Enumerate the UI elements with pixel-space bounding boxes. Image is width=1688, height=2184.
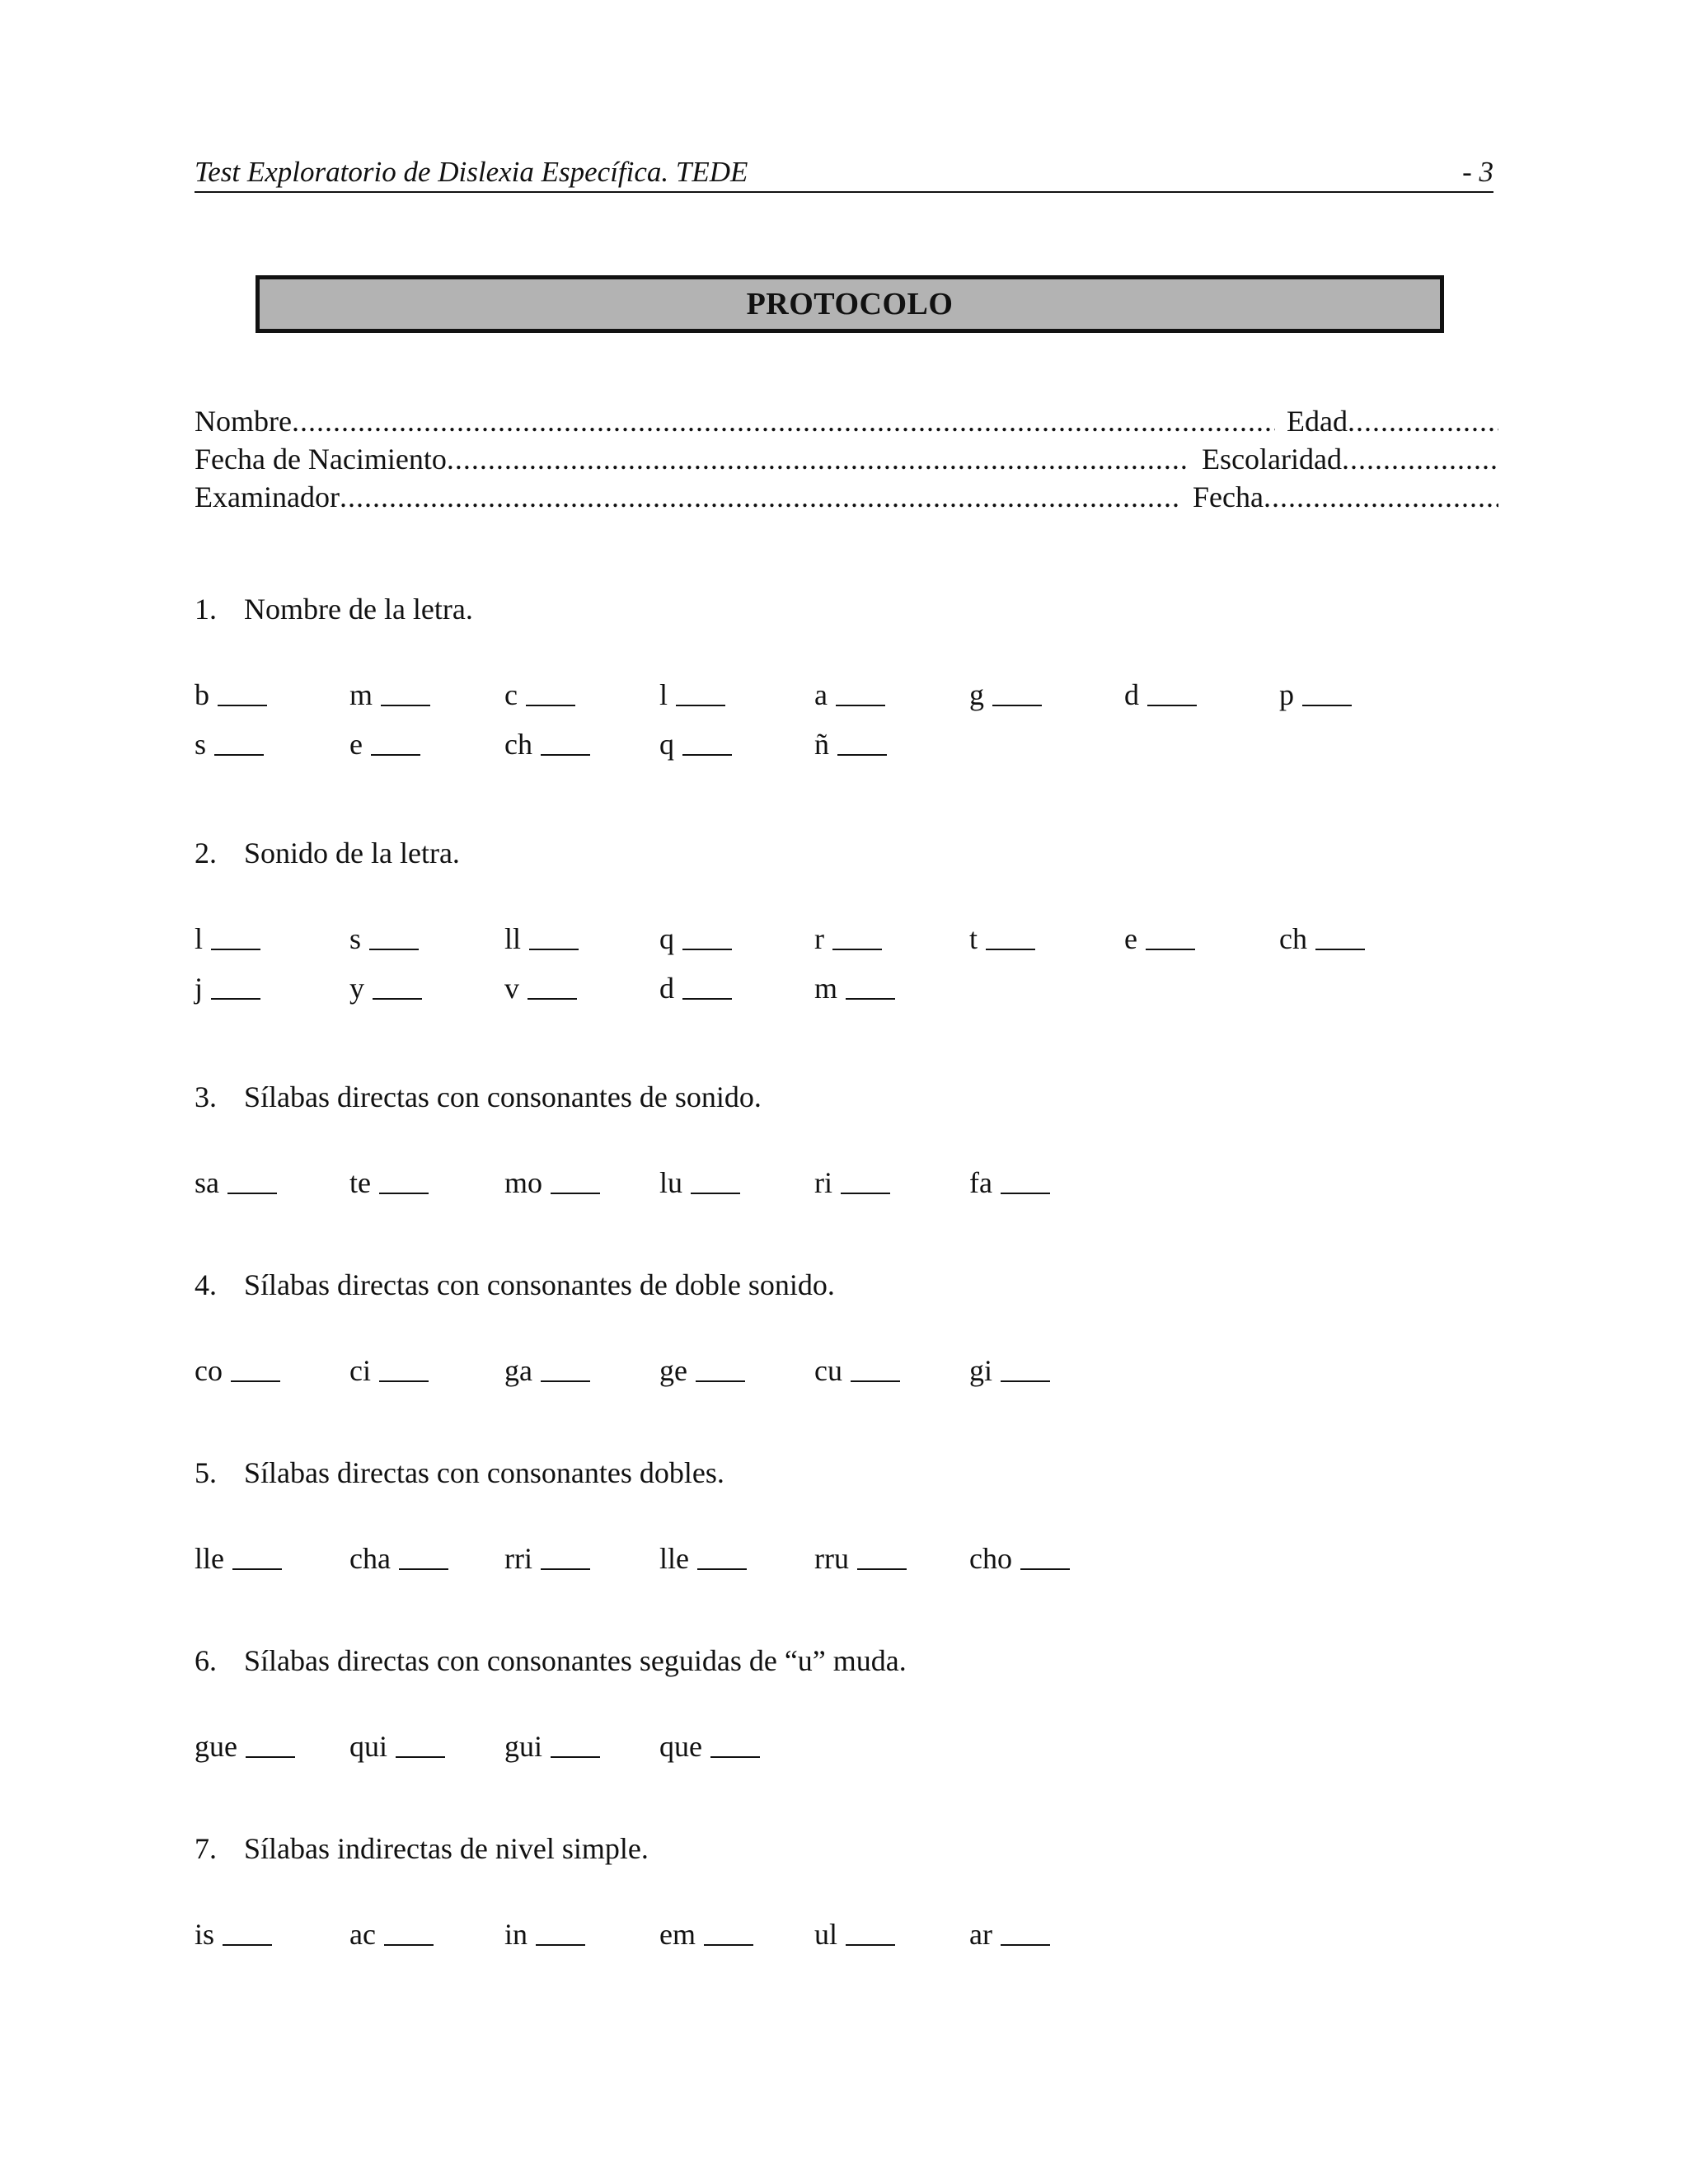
- answer-blank[interactable]: [837, 754, 887, 756]
- examinador-label: Examinador: [195, 480, 340, 513]
- stimulus-text: s: [349, 922, 362, 955]
- stimulus-text: sa: [195, 1166, 219, 1199]
- stimulus-item: [814, 969, 895, 1007]
- answer-blank[interactable]: [528, 998, 577, 1000]
- stimulus-text: g: [969, 678, 984, 711]
- answer-blank[interactable]: [1147, 705, 1197, 706]
- section-number: 1.: [195, 593, 217, 626]
- stimulus-item: [659, 725, 732, 763]
- answer-blank[interactable]: [841, 1193, 890, 1194]
- answer-blank[interactable]: [696, 1380, 745, 1382]
- stimulus-item: [504, 1352, 590, 1390]
- stimulus-item: [659, 1164, 740, 1202]
- stimulus-text: v: [504, 972, 519, 1005]
- stimulus-item: [814, 1352, 900, 1390]
- stimulus-item: [814, 920, 882, 958]
- stimulus-text: p: [1279, 678, 1294, 711]
- section-number: 6.: [195, 1644, 217, 1677]
- section-5-row-1: [195, 1540, 1431, 1577]
- stimulus-text: cu: [814, 1354, 842, 1387]
- answer-blank[interactable]: [1001, 1380, 1050, 1382]
- answer-blank[interactable]: [682, 998, 732, 1000]
- stimulus-text: te: [349, 1166, 371, 1199]
- answer-blank[interactable]: [214, 754, 264, 756]
- section-title-text: Sonido de la letra.: [244, 837, 460, 869]
- stimulus-text: em: [659, 1918, 696, 1951]
- stimulus-text: gue: [195, 1730, 237, 1763]
- answer-blank[interactable]: [691, 1193, 740, 1194]
- stimulus-item: [349, 1352, 429, 1390]
- stimulus-item: [504, 920, 579, 958]
- section-number: 7.: [195, 1832, 217, 1865]
- answer-blank[interactable]: [1001, 1193, 1050, 1194]
- stimulus-text: ac: [349, 1918, 376, 1951]
- answer-blank[interactable]: [676, 705, 725, 706]
- stimulus-text: t: [969, 922, 978, 955]
- answer-blank[interactable]: [1302, 705, 1352, 706]
- answer-blank[interactable]: [832, 949, 882, 950]
- stimulus-item: [1279, 676, 1352, 714]
- stimulus-item: [195, 725, 264, 763]
- stimulus-text: lle: [659, 1542, 689, 1575]
- answer-blank[interactable]: [373, 998, 422, 1000]
- stimulus-text: e: [1124, 922, 1137, 955]
- running-header: [195, 153, 1493, 193]
- answer-blank[interactable]: [526, 705, 575, 706]
- stimulus-text: a: [814, 678, 828, 711]
- stimulus-item: [504, 1540, 590, 1577]
- stimulus-text: q: [659, 922, 674, 955]
- stimulus-text: is: [195, 1918, 215, 1951]
- section-title-text: Sílabas directas con consonantes de doble sonido.: [244, 1268, 835, 1301]
- stimulus-item: [659, 969, 732, 1007]
- edad-field[interactable]: [1348, 402, 1498, 440]
- section-2-row-1: [195, 920, 1431, 958]
- stimulus-text: l: [659, 678, 668, 711]
- section-6-row-1: [195, 1727, 1431, 1765]
- answer-blank[interactable]: [992, 705, 1042, 706]
- stimulus-item: [504, 1727, 600, 1765]
- stimulus-item: [349, 725, 420, 763]
- stimulus-text: fa: [969, 1166, 992, 1199]
- stimulus-item: [195, 1727, 295, 1765]
- answer-blank[interactable]: [851, 1380, 900, 1382]
- section-title-text: Sílabas directas con consonantes dobles.: [244, 1456, 724, 1489]
- stimulus-text: m: [814, 972, 838, 1005]
- answer-blank[interactable]: [218, 705, 267, 706]
- stimulus-item: [349, 1540, 448, 1577]
- stimulus-item: [349, 1915, 434, 1953]
- stimulus-text: co: [195, 1354, 223, 1387]
- answer-blank[interactable]: [211, 998, 260, 1000]
- section-number: 2.: [195, 837, 217, 869]
- section-3-row-1: [195, 1164, 1431, 1202]
- info-line-examinador: [195, 478, 1498, 516]
- stimulus-item: [969, 1540, 1070, 1577]
- stimulus-text: c: [504, 678, 518, 711]
- stimulus-item: [195, 1164, 277, 1202]
- stimulus-item: [349, 676, 430, 714]
- answer-blank[interactable]: [371, 754, 420, 756]
- stimulus-text: cho: [969, 1542, 1012, 1575]
- stimulus-item: [504, 969, 577, 1007]
- section-title-text: Sílabas directas con consonantes de sonido.: [244, 1080, 762, 1113]
- answer-blank[interactable]: [1146, 949, 1195, 950]
- stimulus-text: s: [195, 728, 207, 761]
- section-number: 3.: [195, 1080, 217, 1113]
- stimulus-item: [814, 1164, 890, 1202]
- stimulus-item: [659, 1727, 760, 1765]
- stimulus-text: que: [659, 1730, 702, 1763]
- escolaridad-field[interactable]: [1342, 440, 1498, 478]
- stimulus-item: [969, 920, 1035, 958]
- stimulus-item: [969, 1915, 1050, 1953]
- stimulus-text: b: [195, 678, 209, 711]
- stimulus-text: rri: [504, 1542, 532, 1575]
- answer-blank[interactable]: [541, 1568, 590, 1570]
- answer-blank[interactable]: [529, 949, 579, 950]
- answer-blank[interactable]: [682, 754, 732, 756]
- edad-label: Edad: [1287, 405, 1348, 438]
- stimulus-item: [969, 676, 1042, 714]
- stimulus-item: [195, 1540, 282, 1577]
- answer-blank[interactable]: [232, 1568, 282, 1570]
- stimulus-item: [349, 920, 419, 958]
- stimulus-item: [349, 1164, 429, 1202]
- stimulus-text: gui: [504, 1730, 543, 1763]
- fecha-label: Fecha: [1193, 480, 1264, 513]
- stimulus-text: m: [349, 678, 373, 711]
- answer-blank[interactable]: [399, 1568, 448, 1570]
- fecha-field[interactable]: [1264, 478, 1498, 516]
- stimulus-text: ch: [1279, 922, 1307, 955]
- section-title-text: Sílabas indirectas de nivel simple.: [244, 1832, 649, 1865]
- answer-blank[interactable]: [1020, 1568, 1070, 1570]
- answer-blank[interactable]: [846, 1944, 895, 1946]
- section-3-title: [195, 1078, 762, 1116]
- stimulus-text: lu: [659, 1166, 683, 1199]
- answer-blank[interactable]: [1001, 1944, 1050, 1946]
- header-title: Test Exploratorio de Dislexia Específica. TEDE: [195, 156, 748, 188]
- nombre-label: Nombre: [195, 405, 292, 438]
- stimulus-text: r: [814, 922, 824, 955]
- stimulus-item: [814, 676, 885, 714]
- answer-blank[interactable]: [379, 1193, 429, 1194]
- stimulus-item: [504, 725, 590, 763]
- section-4-row-1: [195, 1352, 1431, 1390]
- stimulus-item: [969, 1352, 1050, 1390]
- stimulus-text: ul: [814, 1918, 838, 1951]
- section-1-row-2: [195, 725, 1431, 763]
- stimulus-text: gi: [969, 1354, 993, 1387]
- answer-blank[interactable]: [551, 1756, 600, 1758]
- answer-blank[interactable]: [541, 1380, 590, 1382]
- header-page-number: - 3: [1462, 156, 1493, 188]
- info-line-nombre: [195, 402, 1498, 440]
- examinador-field[interactable]: [340, 478, 1181, 516]
- stimulus-text: ch: [504, 728, 532, 761]
- answer-blank[interactable]: [381, 705, 430, 706]
- section-7-title: [195, 1830, 649, 1868]
- stimulus-item: [504, 1915, 585, 1953]
- stimulus-text: ci: [349, 1354, 371, 1387]
- answer-blank[interactable]: [246, 1756, 295, 1758]
- answer-blank[interactable]: [384, 1944, 434, 1946]
- answer-blank[interactable]: [379, 1380, 429, 1382]
- section-title-text: Sílabas directas con consonantes seguidas de “u” muda.: [244, 1644, 907, 1677]
- answer-blank[interactable]: [211, 949, 260, 950]
- nombre-field[interactable]: [292, 402, 1275, 440]
- stimulus-text: qui: [349, 1730, 388, 1763]
- section-1-title: [195, 590, 473, 628]
- section-title-text: Nombre de la letra.: [244, 593, 473, 626]
- section-2-title: [195, 834, 460, 872]
- stimulus-text: y: [349, 972, 364, 1005]
- stimulus-text: cha: [349, 1542, 391, 1575]
- stimulus-text: ñ: [814, 728, 829, 761]
- answer-blank[interactable]: [836, 705, 885, 706]
- section-5-title: [195, 1454, 724, 1492]
- stimulus-text: mo: [504, 1166, 543, 1199]
- stimulus-text: l: [195, 922, 204, 955]
- fecha-nacimiento-label: Fecha de Nacimiento: [195, 443, 447, 476]
- stimulus-item: [814, 1540, 907, 1577]
- fecha-nacimiento-field[interactable]: [447, 440, 1190, 478]
- stimulus-text: ar: [969, 1918, 992, 1951]
- answer-blank[interactable]: [551, 1193, 600, 1194]
- stimulus-item: [659, 920, 732, 958]
- stimulus-item: [195, 969, 260, 1007]
- answer-blank[interactable]: [986, 949, 1035, 950]
- escolaridad-label: Escolaridad: [1202, 443, 1342, 476]
- stimulus-text: d: [659, 972, 674, 1005]
- answer-blank[interactable]: [857, 1568, 907, 1570]
- stimulus-text: lle: [195, 1542, 224, 1575]
- stimulus-item: [195, 1915, 272, 1953]
- stimulus-text: ll: [504, 922, 522, 955]
- answer-blank[interactable]: [704, 1944, 753, 1946]
- stimulus-item: [659, 1540, 747, 1577]
- answer-blank[interactable]: [223, 1944, 272, 1946]
- stimulus-item: [659, 1915, 753, 1953]
- answer-blank[interactable]: [536, 1944, 585, 1946]
- section-number: 4.: [195, 1268, 217, 1301]
- answer-blank[interactable]: [396, 1756, 445, 1758]
- stimulus-item: [659, 676, 725, 714]
- stimulus-item: [814, 725, 887, 763]
- stimulus-item: [195, 676, 267, 714]
- stimulus-item: [1124, 676, 1197, 714]
- stimulus-item: [349, 969, 422, 1007]
- answer-blank[interactable]: [697, 1568, 747, 1570]
- stimulus-text: in: [504, 1918, 528, 1951]
- section-7-row-1: [195, 1915, 1431, 1953]
- stimulus-item: [1124, 920, 1195, 958]
- stimulus-item: [349, 1727, 445, 1765]
- stimulus-item: [659, 1352, 745, 1390]
- section-number: 5.: [195, 1456, 217, 1489]
- stimulus-text: e: [349, 728, 363, 761]
- section-1-row-1: [195, 676, 1431, 714]
- answer-blank[interactable]: [369, 949, 419, 950]
- stimulus-item: [814, 1915, 895, 1953]
- answer-blank[interactable]: [682, 949, 732, 950]
- protocol-title-box: PROTOCOLO: [256, 275, 1444, 333]
- section-2-row-2: [195, 969, 1431, 1007]
- stimulus-text: ga: [504, 1354, 532, 1387]
- stimulus-item: [504, 1164, 600, 1202]
- stimulus-text: ge: [659, 1354, 687, 1387]
- answer-blank[interactable]: [710, 1756, 760, 1758]
- stimulus-item: [195, 1352, 280, 1390]
- section-6-title: [195, 1642, 907, 1680]
- info-line-fecha-nacimiento: [195, 440, 1498, 478]
- section-4-title: [195, 1266, 835, 1304]
- stimulus-item: [504, 676, 575, 714]
- stimulus-item: [1279, 920, 1365, 958]
- stimulus-text: rru: [814, 1542, 849, 1575]
- stimulus-text: ri: [814, 1166, 832, 1199]
- stimulus-text: j: [195, 972, 204, 1005]
- answer-blank[interactable]: [227, 1193, 277, 1194]
- stimulus-item: [969, 1164, 1050, 1202]
- answer-blank[interactable]: [1315, 949, 1365, 950]
- stimulus-text: q: [659, 728, 674, 761]
- stimulus-text: d: [1124, 678, 1139, 711]
- answer-blank[interactable]: [846, 998, 895, 1000]
- answer-blank[interactable]: [541, 754, 590, 756]
- stimulus-item: [195, 920, 260, 958]
- answer-blank[interactable]: [231, 1380, 280, 1382]
